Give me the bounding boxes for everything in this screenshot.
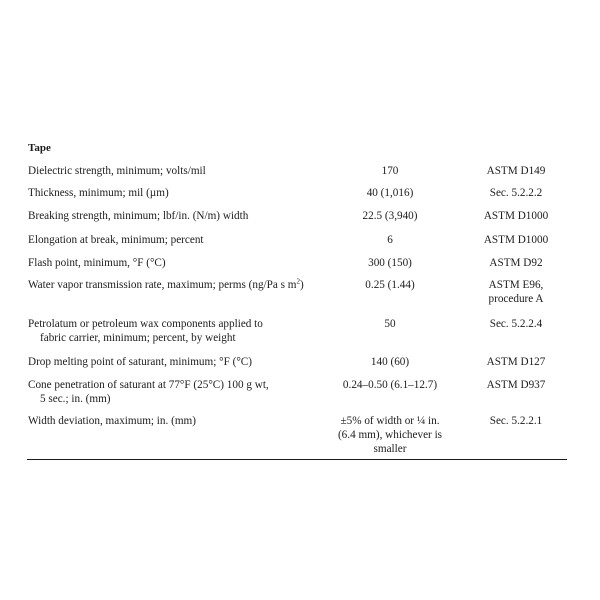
test-method: Sec. 5.2.2.1 xyxy=(489,415,543,427)
property-line1: Petrolatum or petroleum wax components applied to xyxy=(28,318,263,330)
test-method: ASTM D127 xyxy=(486,356,546,368)
property-line1: Cone penetration of saturant at 77°F (25°C) 100 g wt, xyxy=(28,379,269,391)
test-method-line2: procedure A xyxy=(488,293,544,305)
test-method: Sec. 5.2.2.2 xyxy=(489,187,543,199)
requirement-value: 50 xyxy=(384,318,396,330)
property-label: Drop melting point of saturant, minimum; °F (°C) xyxy=(28,356,252,368)
test-method-line1: ASTM E96, xyxy=(488,279,544,291)
requirement-value xyxy=(323,414,457,456)
requirement-value: 0.24–0.50 (6.1–12.7) xyxy=(342,379,438,391)
requirement-value: 40 (1,016) xyxy=(366,187,414,199)
property-label xyxy=(28,378,328,406)
requirement-value: 170 xyxy=(381,165,399,177)
section-title: Tape xyxy=(28,142,51,154)
property-label xyxy=(28,278,328,292)
test-method xyxy=(468,278,564,306)
property-label: Flash point, minimum, °F (°C) xyxy=(28,257,166,269)
requirement-value: 22.5 (3,940) xyxy=(362,210,418,222)
property-label: Thickness, minimum; mil (µm) xyxy=(28,187,169,199)
test-method: ASTM D937 xyxy=(486,379,546,391)
property-label xyxy=(28,317,328,345)
test-method: ASTM D92 xyxy=(489,257,543,269)
property-label: Dielectric strength, minimum; volts/mil xyxy=(28,165,206,177)
property-label: Width deviation, maximum; in. (mm) xyxy=(28,415,196,427)
requirement-line2: (6.4 mm), whichever is xyxy=(337,429,443,441)
property-label: Breaking strength, minimum; lbf/in. (N/m) width xyxy=(28,210,249,222)
property-line2: fabric carrier, minimum; percent, by weight xyxy=(40,332,236,344)
requirement-line1: ±5% of width or ¼ in. xyxy=(340,415,440,427)
table-bottom-rule xyxy=(27,459,567,460)
test-method: ASTM D1000 xyxy=(483,234,549,246)
test-method: ASTM D149 xyxy=(486,165,546,177)
requirement-value: 300 (150) xyxy=(368,257,412,269)
requirement-value: 0.25 (1.44) xyxy=(365,279,415,291)
property-label: Elongation at break, minimum; percent xyxy=(28,234,204,246)
test-method: ASTM D1000 xyxy=(483,210,549,222)
property-line2: 5 sec.; in. (mm) xyxy=(40,393,111,405)
property-text-end: ) xyxy=(299,279,304,291)
property-text: Water vapor transmission rate, maximum; perms (ng/Pa s m xyxy=(28,279,297,291)
requirement-line3: smaller xyxy=(373,443,407,455)
requirement-value: 6 xyxy=(387,234,393,246)
test-method: Sec. 5.2.2.4 xyxy=(489,318,543,330)
superscript: 2 xyxy=(296,277,300,286)
requirement-value: 140 (60) xyxy=(370,356,410,368)
